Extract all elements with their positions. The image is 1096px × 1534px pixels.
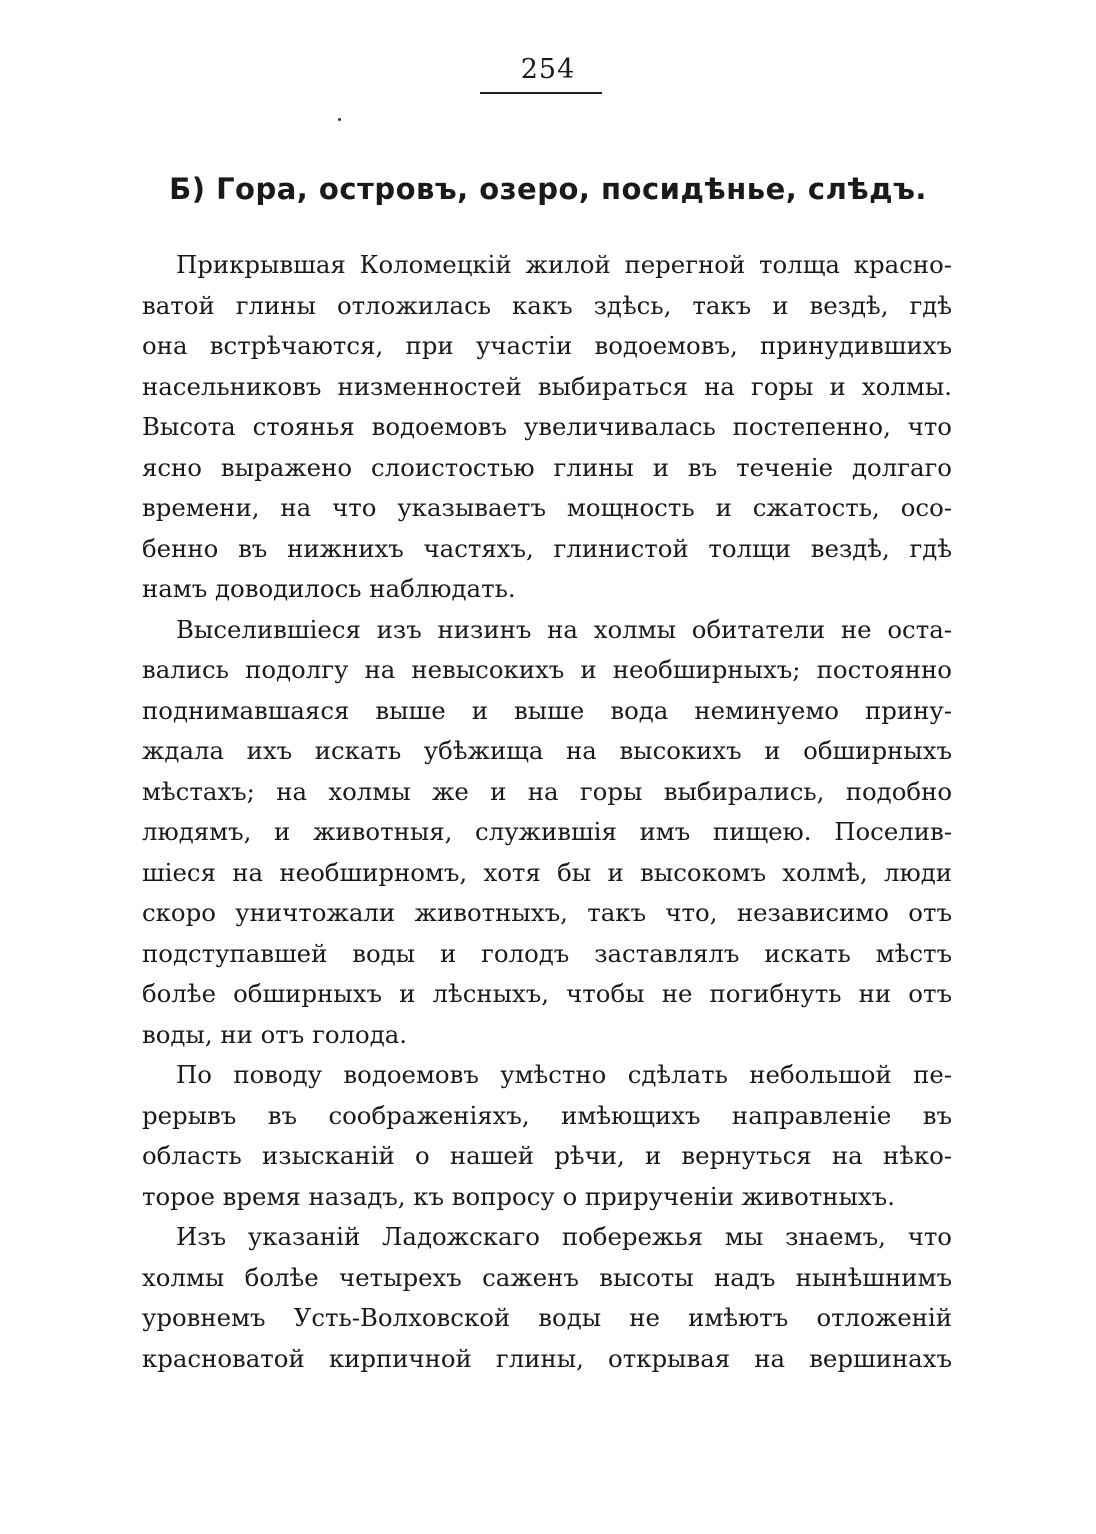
text-line: вались подолгу на невысокихъ и необширныхъ; постоянно <box>142 655 952 684</box>
text-line: бенно въ нижнихъ частяхъ, глинистой толщи вездѣ, гдѣ <box>142 533 952 563</box>
text-line: поднимавшаяся выше и выше вода неминуемо прину- <box>142 695 952 725</box>
paragraph <box>142 245 952 610</box>
text-line: насельниковъ низменностей выбираться на горы и холмы. <box>142 371 952 401</box>
text-line: времени, на что указываетъ мощность и сжатость, осо- <box>142 493 952 522</box>
paragraph <box>142 610 952 1056</box>
section-heading: Б) Гора, островъ, озеро, посидѣнье, слѣдъ. <box>169 172 927 206</box>
text-line: подступавшей воды и голодъ заставлялъ искать мѣстъ <box>142 938 952 968</box>
paragraph <box>142 1055 952 1217</box>
page-number: 254 <box>520 54 576 85</box>
text-line: уровнемъ Усть-Волховской воды не имѣютъ отложеній <box>142 1303 952 1332</box>
text-line: Выселившіеся изъ низинъ на холмы обитатели не оста- <box>176 614 952 644</box>
text-line: Изъ указаній Ладожскаго побережья мы знаемъ, что <box>176 1222 952 1251</box>
text-line: Прикрывшая Коломецкій жилой перегной толща красно- <box>176 250 952 279</box>
text-line: людямъ, и животныя, служившія имъ пищею. Поселив- <box>142 817 952 846</box>
text-line: область изысканій о нашей рѣчи, и вернуться на нѣко- <box>142 1141 952 1170</box>
text-line: ясно выражено слоистостью глины и въ теченіе долгаго <box>142 452 952 482</box>
page-number-rule <box>480 92 602 94</box>
body-text <box>142 245 952 1379</box>
text-line: холмы болѣе четырехъ саженъ высоты надъ нынѣшнимъ <box>142 1262 952 1292</box>
print-speck <box>338 118 341 121</box>
text-line: ждала ихъ искать убѣжища на высокихъ и обширныхъ <box>142 736 952 765</box>
text-line: торое время назадъ, къ вопросу о прирученіи животныхъ. <box>142 1181 895 1211</box>
text-line: она встрѣчаются, при участіи водоемовъ, принудившихъ <box>142 331 952 360</box>
text-line: Высота стоянья водоемовъ увеличивалась постепенно, что <box>142 412 952 441</box>
text-line: мѣстахъ; на холмы же и на горы выбирались, подобно <box>142 776 952 806</box>
text-line: ватой глины отложилась какъ здѣсь, такъ и вездѣ, гдѣ <box>142 290 952 320</box>
text-line: По поводу водоемовъ умѣстно сдѣлать небольшой пе- <box>176 1060 952 1089</box>
text-line: красноватой кирпичной глины, открывая на вершинахъ <box>142 1343 952 1373</box>
text-line: рерывъ въ соображеніяхъ, имѣющихъ направленіе въ <box>142 1100 952 1130</box>
text-line: воды, ни отъ голода. <box>142 1019 408 1049</box>
paragraph <box>142 1217 952 1379</box>
text-line: шіеся на необширномъ, хотя бы и высокомъ холмѣ, люди <box>142 857 952 887</box>
text-line: болѣе обширныхъ и лѣсныхъ, чтобы не погибнуть ни отъ <box>142 979 952 1008</box>
text-line: намъ доводилось наблюдать. <box>142 574 516 603</box>
text-line: скоро уничтожали животныхъ, такъ что, независимо отъ <box>142 898 952 927</box>
